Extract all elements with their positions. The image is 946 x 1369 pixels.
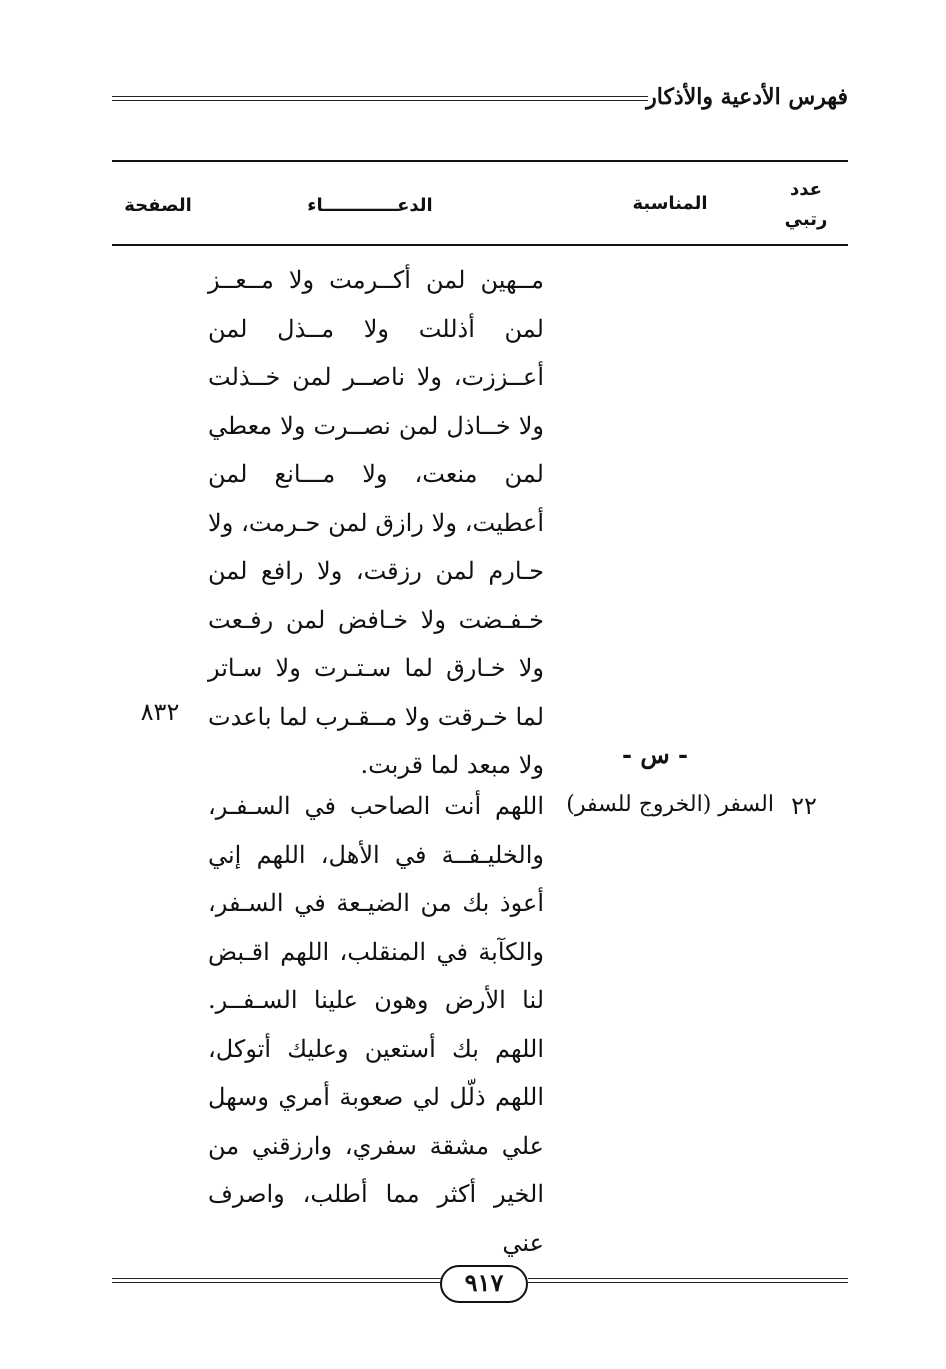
column-header-occasion: المناسبة <box>632 193 708 214</box>
dua-text-continuation: مــهين لمن أكــرمت ولا مــعــز لمن أذللت ولا مــذل لمن أعــززت، ولا ناصــر لمن خــذلت ولا خــاذل لمن نصــرت ولا معطي لمن منعت، ولا مـــانع لمن أعطيت، ولا رازق لمن حـرمت، ولا حـارم لمن رزقت، ولا رافع لمن خـفـضت ولا خـافض لمن رفـعت ولا خـارق لما سـتـرت ولا سـاتر لما خـرقت ولا مــقـرب لما باعدت ولا مبعد لما قربت. <box>208 266 544 779</box>
entry-number: ٢٢ <box>791 792 817 820</box>
table-header-bottom-rule <box>112 244 848 246</box>
footer-rule-left <box>112 1278 442 1286</box>
page-reference: ٨٣٢ <box>140 698 180 726</box>
running-header-title: فهرس الأدعية والأذكار <box>646 84 848 110</box>
running-header <box>112 84 848 124</box>
page-number: ٩١٧ <box>440 1265 528 1303</box>
dua-text: اللهم أنت الصاحب في السـفـر، والخليـفــة في الأهل، اللهم إني أعوذ بك من الضيـعة في السـفر، والكآبة في المنقلب، اللهم اقـبض لنا الأرض وهون علينا السـفــر. اللهم بك أستعين وعليك أتوكل، اللهم ذلّل لي صعوبة أمري وسهل علي مشقة سفري، وارزقني من الخير أكثر مما أطلب، واصرف عني <box>208 792 544 1257</box>
entry-occasion: السفر (الخروج للسفر) <box>566 792 774 817</box>
table-header-top-rule <box>112 160 848 162</box>
column-header-number-line2: رتبي <box>784 209 828 230</box>
column-header-dua: الدعــــــــــــاء <box>307 195 433 216</box>
footer-rule-right <box>528 1278 848 1286</box>
section-letter-heading: - س - <box>622 740 688 769</box>
column-header-page: الصفحة <box>124 195 192 216</box>
column-header-number <box>778 175 834 235</box>
header-double-rule <box>112 96 648 104</box>
column-header-number-line1: عدد <box>790 179 822 200</box>
